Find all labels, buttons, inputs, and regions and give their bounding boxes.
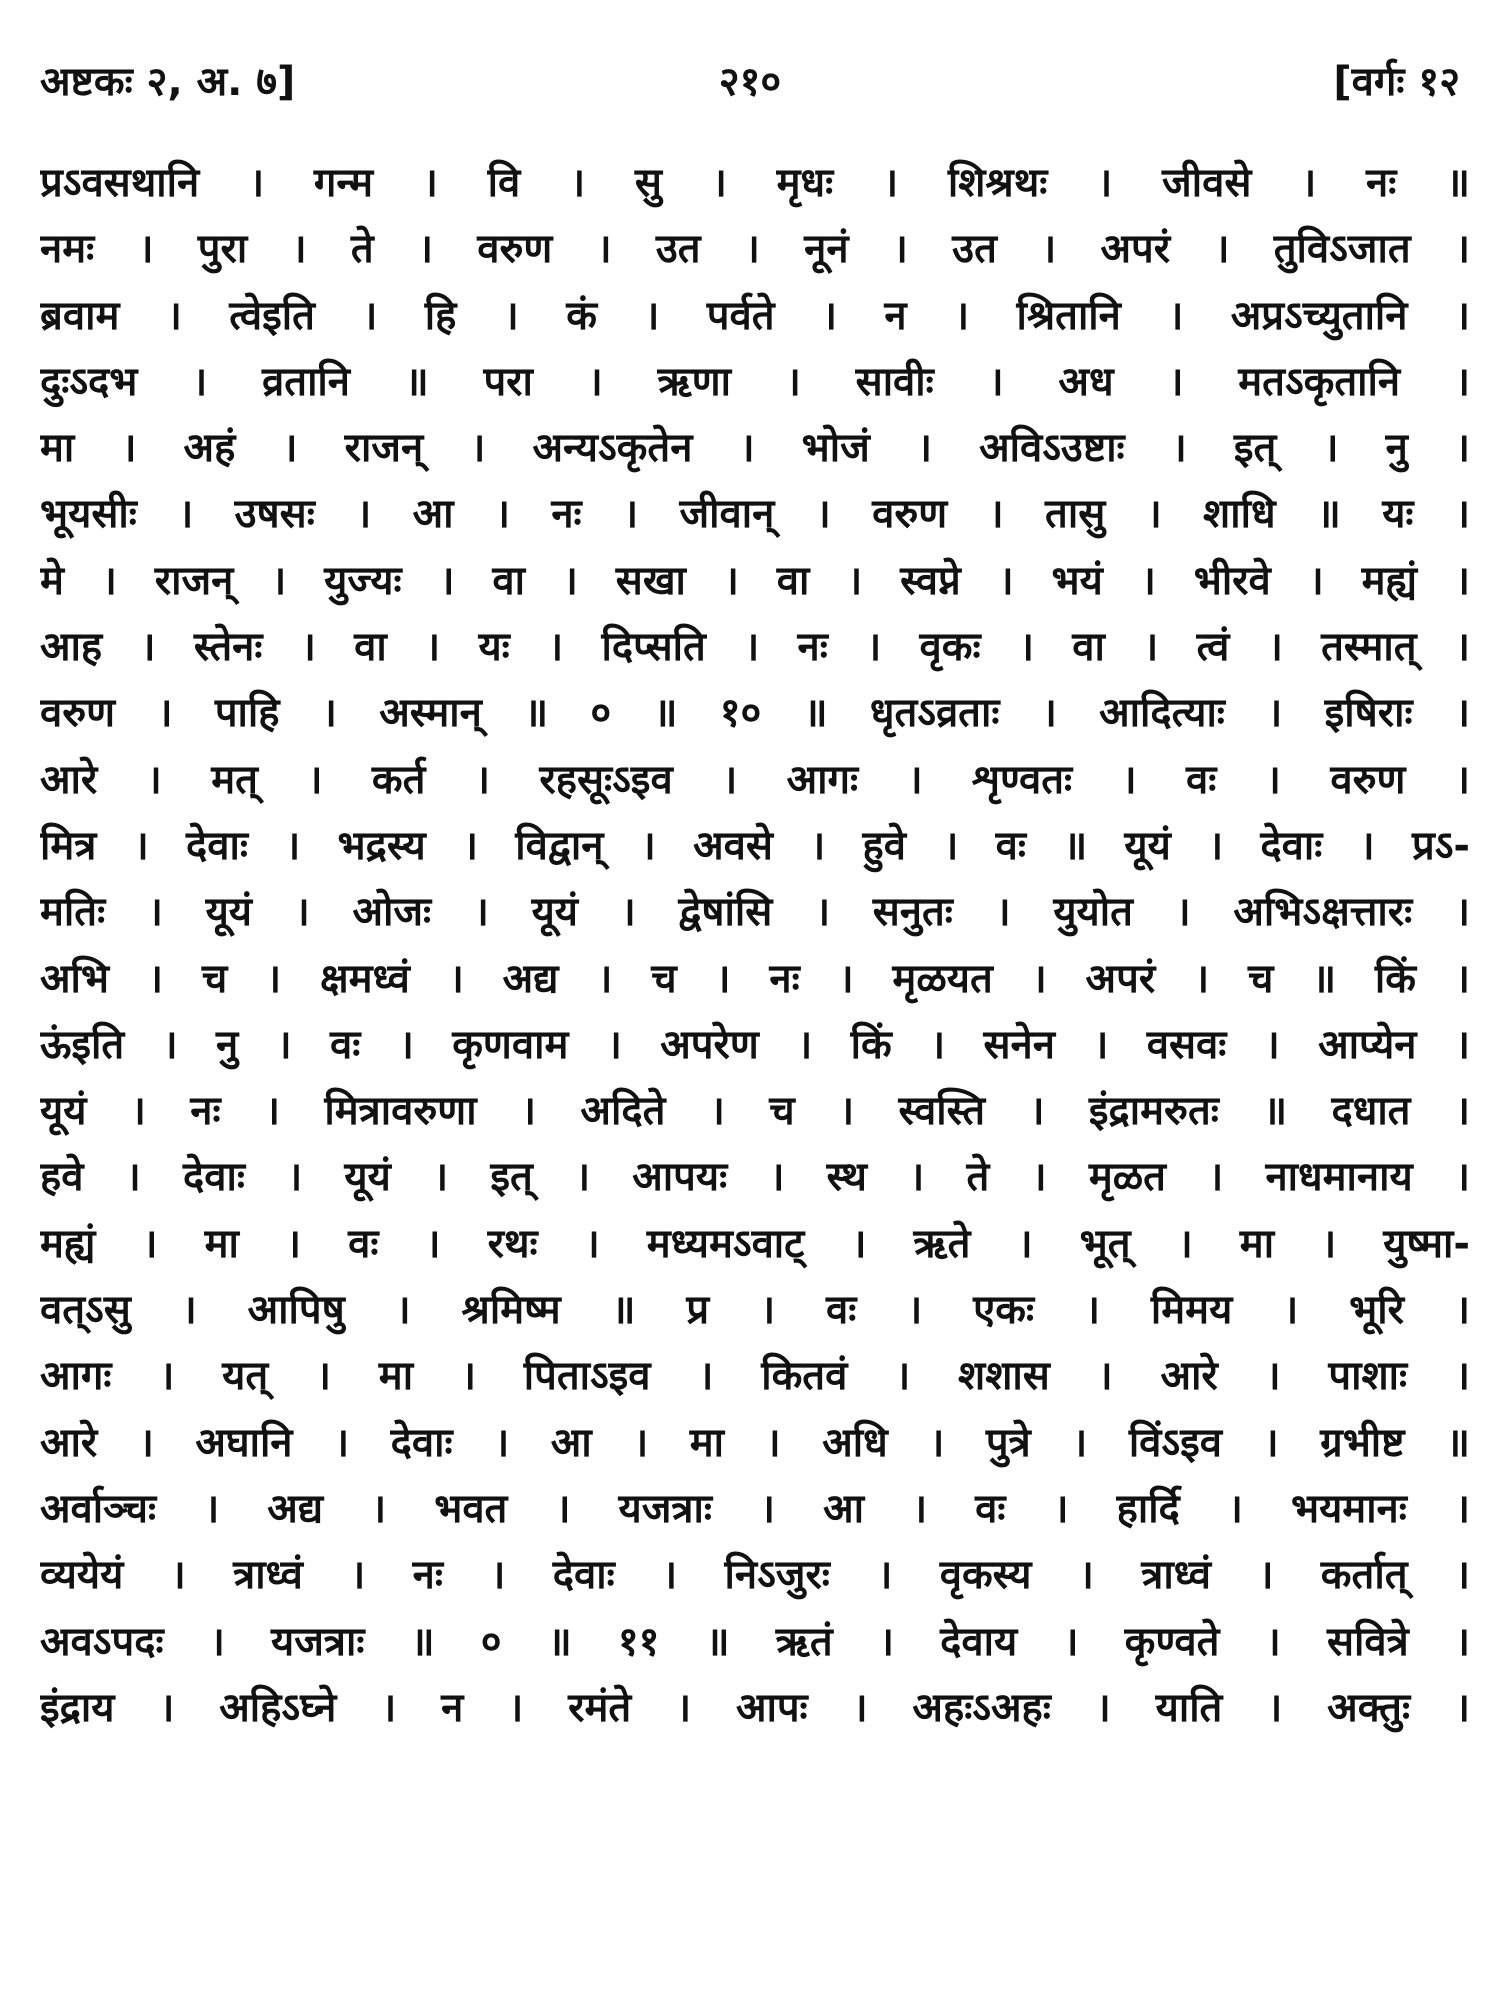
text-line: आह । स्तेनः । वा । यः । दिप्सति । नः । वृकः । वा । त्वं । तस्मात् । <box>40 624 1470 671</box>
text-line: आगः । यत् । मा । पिताऽइव । कितवं । शशास । आरे । पाशाः । <box>40 1353 1470 1400</box>
padapatha-text-block <box>40 150 1470 1741</box>
text-line: ऊंइति । नु । वः । कृणवाम । अपरेण । किं । सनेन । वसवः । आप्येन । <box>40 1021 1470 1068</box>
text-line: इंद्राय । अहिऽघ्ने । न । रमंते । आपः । अहःऽअहः । याति । अक्तुः । <box>40 1684 1470 1731</box>
text-line: नमः । पुरा । ते । वरुण । उत । नूनं । उत । अपरं । तुविऽजात । <box>40 226 1470 273</box>
text-line: मह्यं । मा । वः । रथः । मध्यमऽवाट् । ऋते । भूत् । मा । युष्मा- <box>40 1220 1470 1267</box>
text-line: दुःऽदभ । व्रतानि ॥ परा । ऋणा । सावीः । अध । मतऽकृतानि । <box>40 358 1470 405</box>
text-line: अर्वाञ्चः । अद्य । भवत । यजत्राः । आ । वः । हार्दि । भयमानः । <box>40 1485 1470 1532</box>
header-left-reference: अष्टकः २, अ. ७] <box>40 59 296 105</box>
text-line: वरुण । पाहि । अस्मान् ॥ ० ॥ १० ॥ धृतऽव्रताः । आदित्याः । इषिराः । <box>40 690 1470 737</box>
text-line: अवऽपदः । यजत्राः ॥ ० ॥ ११ ॥ ऋतं । देवाय । कृण्वते । सवित्रे । <box>40 1618 1470 1665</box>
text-line: मा । अहं । राजन् । अन्यऽकृतेन । भोजं । अविऽउष्टाः । इत् । नु । <box>40 425 1470 472</box>
text-line: मतिः । यूयं । ओजः । यूयं । द्वेषांसि । सनुतः । युयोत । अभिऽक्षत्तारः । <box>40 889 1470 936</box>
text-line: वत्ऽसु । आपिषु । श्रमिष्म ॥ प्र । वः । एकः । मिमय । भूरि । <box>40 1287 1470 1334</box>
text-line: प्रऽवसथानि । गन्म । वि । सु । मृधः । शिश्रथः । जीवसे । नः ॥ <box>40 160 1470 206</box>
page-number: २१० <box>718 59 782 105</box>
text-line: मे । राजन् । युज्यः । वा । सखा । वा । स्वप्ने । भयं । भीरवे । मह्यं । <box>40 557 1470 604</box>
text-line: ब्रवाम । त्वेइति । हि । कं । पर्वते । न । श्रितानि । अप्रऽच्युतानि । <box>40 292 1470 339</box>
text-line: व्ययेयं । त्राध्वं । नः । देवाः । निऽजुरः । वृकस्य । त्राध्वं । कर्तात् । <box>40 1552 1470 1599</box>
header-right-section: [वर्गः १२ <box>1333 59 1460 105</box>
text-line: हवे । देवाः । यूयं । इत् । आपयः । स्थ । ते । मृळत । नाधमानाय । <box>40 1154 1470 1201</box>
text-line: आरे । अघानि । देवाः । आ । मा । अधि । पुत्रे । विंऽइव । ग्रभीष्ट ॥ <box>40 1419 1470 1466</box>
page-header <box>40 52 1460 112</box>
text-line: आरे । मत् । कर्त । रहसूःऽइव । आगः । शृण्वतः । वः । वरुण । <box>40 756 1470 803</box>
text-line: यूयं । नः । मित्रावरुणा । अदिते । च । स्वस्ति । इंद्रामरुतः ॥ दधात । <box>40 1088 1470 1135</box>
text-line: मित्र । देवाः । भद्रस्य । विद्वान् । अवसे । हुवे । वः ॥ यूयं । देवाः । प्रऽ- <box>40 822 1470 869</box>
text-line: अभि । च । क्षमध्वं । अद्य । च । नः । मृळयत । अपरं । च ॥ किं । <box>40 955 1470 1002</box>
text-line: भूयसीः । उषसः । आ । नः । जीवान् । वरुण । तासु । शाधि ॥ यः । <box>40 491 1470 538</box>
